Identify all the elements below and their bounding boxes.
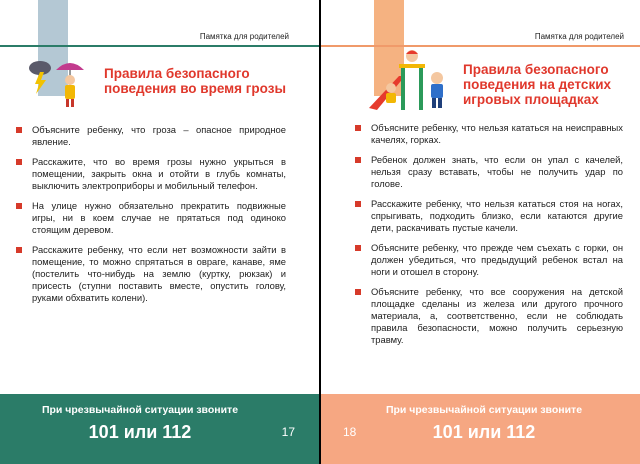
page-number: 17 — [281, 425, 295, 439]
footer-text: При чрезвычайной ситуации звоните — [41, 404, 239, 416]
rule-text: Расскажите ребенку, что нельзя кататься стоя на ногах, спрыгивать, подходить близко, если катаются другие дети, раскачивать пустые качели. — [371, 198, 623, 233]
rule-text: На улице нужно обязательно прекратить подвижные игры, ни в коем случае не прятаться под одиноко стоящим деревом. — [32, 200, 286, 235]
bullet-square-icon — [16, 247, 22, 253]
header-rule — [321, 45, 640, 47]
emergency-numbers: 101 или 112 — [88, 422, 192, 442]
title-line: Правила безопасного — [104, 66, 250, 81]
rule-item — [355, 122, 623, 146]
page-title — [463, 62, 633, 107]
title-line: Правила безопасного — [463, 62, 609, 77]
title-line: поведения во время грозы — [104, 81, 286, 96]
rule-item — [355, 198, 623, 234]
rule-item — [16, 200, 286, 236]
bullet-square-icon — [355, 201, 361, 207]
rule-item — [355, 242, 623, 278]
bullet-square-icon — [355, 245, 361, 251]
footer-text: При чрезвычайной ситуации звоните — [385, 404, 583, 416]
rule-item — [16, 244, 286, 304]
bullet-square-icon — [355, 289, 361, 295]
emergency-footer — [321, 394, 640, 464]
rule-text: Объясните ребенку, что все сооружения на детской площадке сделаны из железа или другого прочного материала, а, соответственно, если не соблюдать правила безопасности, можно получить серьезную травму. — [371, 286, 623, 345]
playground-children-illustration — [365, 48, 457, 112]
safety-rules-list — [355, 122, 623, 354]
emergency-footer — [0, 394, 319, 464]
bullet-square-icon — [16, 159, 22, 165]
rule-text: Объясните ребенку, что гроза – опасное природное явление. — [32, 124, 286, 147]
bullet-square-icon — [16, 203, 22, 209]
rule-item — [355, 154, 623, 190]
rule-item — [16, 156, 286, 192]
bullet-square-icon — [355, 157, 361, 163]
rule-item — [16, 124, 286, 148]
page-number: 18 — [343, 425, 357, 439]
page-title — [104, 66, 304, 96]
running-head: Памятка для родителей — [534, 32, 624, 41]
rule-text: Объясните ребенку, что прежде чем съехать с горки, он должен убедиться, что предыдущий ребенок встал на ноги и отошел в сторону. — [371, 242, 623, 277]
rule-text: Ребенок должен знать, что если он упал с качелей, нельзя сразу вставать, чтобы не получить удар по голове. — [371, 154, 623, 189]
title-line: игровых площадках — [463, 92, 599, 107]
left-page — [0, 0, 319, 464]
rule-text: Объясните ребенку, что нельзя кататься на неисправных качелях, горках. — [371, 122, 623, 145]
running-head: Памятка для родителей — [199, 32, 289, 41]
title-line: поведения на детских — [463, 77, 612, 92]
right-page — [321, 0, 640, 464]
safety-rules-list — [16, 124, 286, 312]
emergency-numbers: 101 или 112 — [432, 422, 536, 442]
rule-text: Расскажите, что во время грозы нужно укрыться в помещении, закрыть окна и отойти в глубь комнаты, выключить электроприборы и мобильный телефон. — [32, 156, 286, 191]
bullet-square-icon — [355, 125, 361, 131]
thunderstorm-child-illustration — [26, 56, 96, 110]
rule-item — [355, 286, 623, 346]
bullet-square-icon — [16, 127, 22, 133]
header-rule — [0, 45, 319, 47]
rule-text: Расскажите ребенку, что если нет возможности зайти в помещение, то можно спрятаться в овраге, канаве, яме (постелить что-нибудь на землю (куртку, рюкзак) и присесть (ступни поставить вместе, опустить голову, руками обхватить колени). — [32, 244, 286, 303]
